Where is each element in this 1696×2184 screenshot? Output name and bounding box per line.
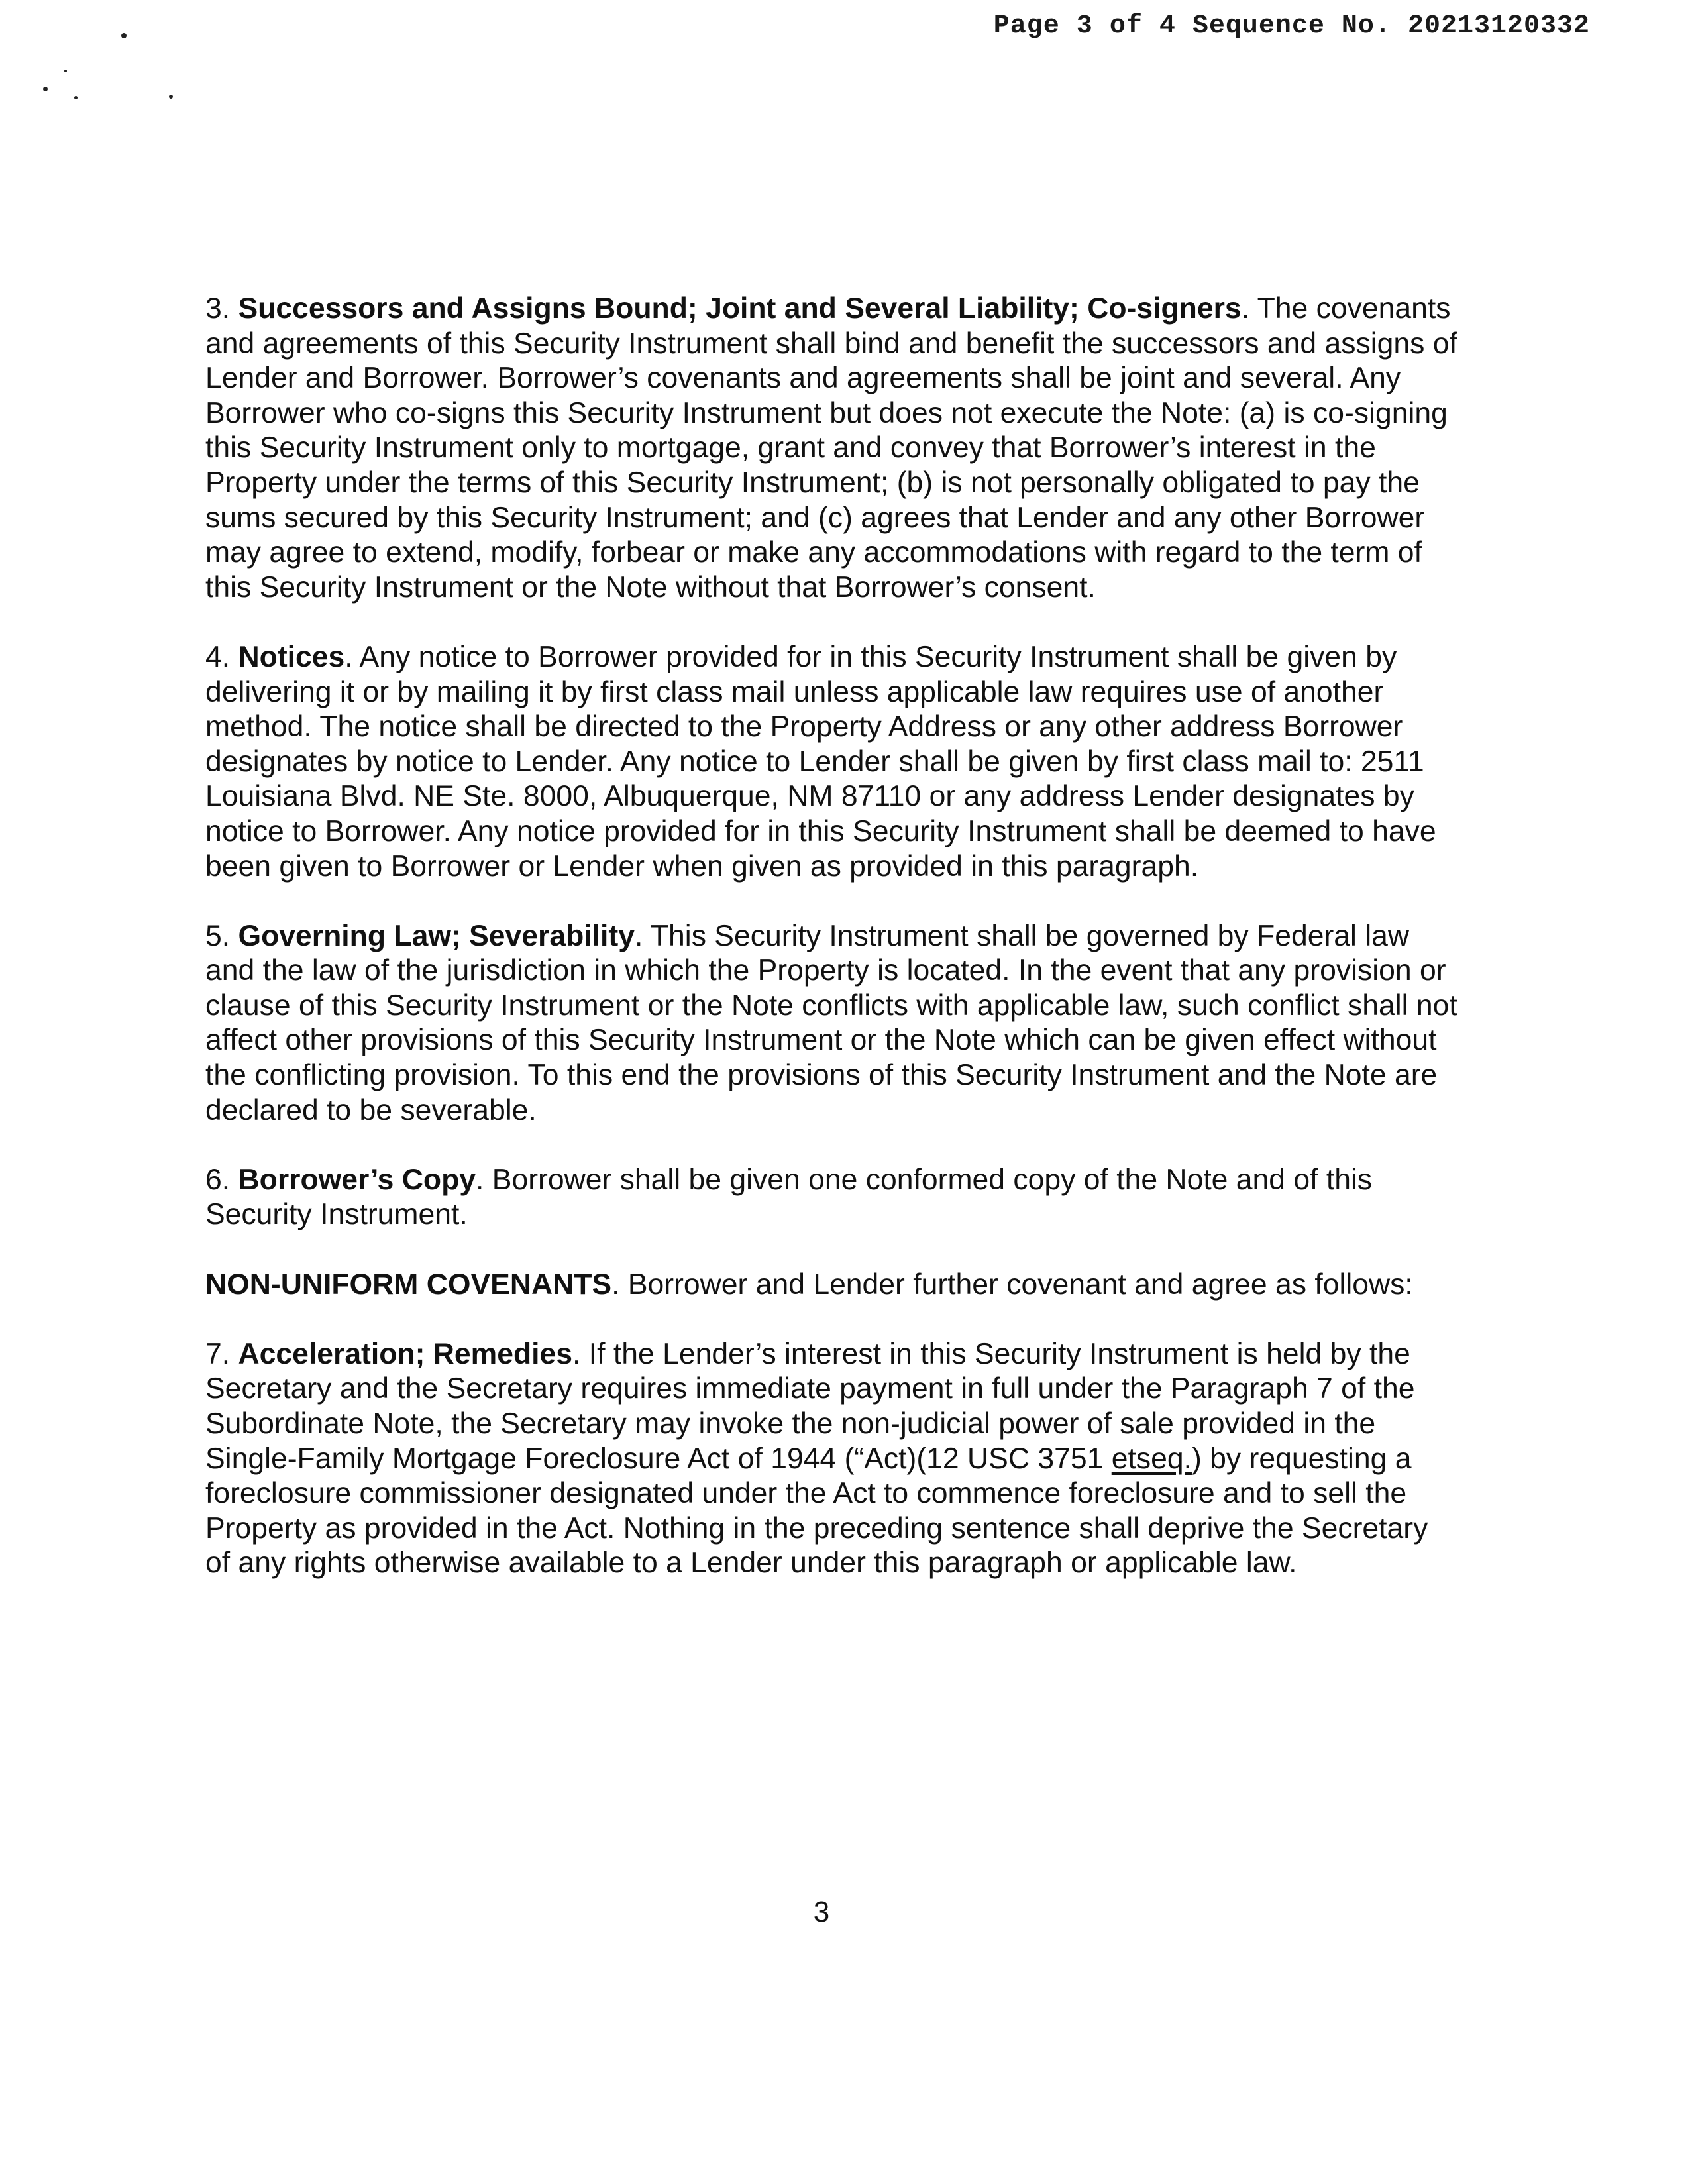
section-3	[205, 292, 1524, 605]
section-text-line: Secretary and the Secretary requires immediate payment in full under the Paragraph 7 of the	[205, 1372, 1415, 1405]
section-text-line: Property under the terms of this Security Instrument; (b) is not personally obligated to pay the	[205, 466, 1420, 499]
section-text-line: Lender and Borrower. Borrower’s covenants and agreements shall be joint and several. Any	[205, 362, 1401, 395]
sequence-label: Sequence No.	[1192, 11, 1391, 41]
section-text-line: been given to Borrower or Lender when given as provided in this paragraph.	[205, 849, 1199, 883]
scan-speck	[169, 95, 173, 99]
section-7	[205, 1337, 1524, 1581]
section-text-line: and agreements of this Security Instrument shall bind and benefit the successors and assigns of	[205, 327, 1458, 360]
section-title: Successors and Assigns Bound; Joint and Several Liability; Co-signers	[238, 292, 1242, 325]
section-text-line: notice to Borrower. Any notice provided for in this Security Instrument shall be deemed to have	[205, 814, 1436, 847]
section-text: Single-Family Mortgage Foreclosure Act of 1944 (“Act)(12 USC 3751	[205, 1442, 1112, 1475]
section-title: NON-UNIFORM COVENANTS	[205, 1268, 612, 1301]
section-text-line: affect other provisions of this Security Instrument or the Note which can be given effect without	[205, 1024, 1437, 1057]
section-number: 4.	[205, 640, 231, 673]
document-body	[205, 292, 1524, 1616]
section-number: 5.	[205, 919, 231, 952]
section-text-line: this Security Instrument only to mortgage, grant and convey that Borrower’s interest in the	[205, 431, 1376, 464]
section-text: . Borrower shall be given one conformed copy of the Note and of this	[476, 1163, 1373, 1196]
page-current: 3	[1076, 11, 1093, 41]
section-4	[205, 640, 1524, 884]
section-text-line: delivering it or by mailing it by first class mail unless applicable law requires use of another	[205, 675, 1384, 708]
scan-speck	[121, 33, 127, 38]
page-number: 3	[813, 1896, 830, 1928]
sequence-number: 20213120332	[1407, 11, 1590, 41]
section-text-line: designates by notice to Lender. Any notice to Lender shall be given by first class mail to: 2511	[205, 745, 1424, 778]
section-text-line: Subordinate Note, the Secretary may invoke the non-judicial power of sale provided in the	[205, 1407, 1376, 1440]
section-text-line: of any rights otherwise available to a Lender under this paragraph or applicable law.	[205, 1547, 1297, 1580]
section-text-line: Louisiana Blvd. NE Ste. 8000, Albuquerque, NM 87110 or any address Lender designates by	[205, 780, 1414, 813]
scan-speck	[43, 87, 48, 91]
section-text: . If the Lender’s interest in this Security Instrument is held by the	[572, 1337, 1410, 1370]
section-text-line: foreclosure commissioner designated under the Act to commence foreclosure and to sell the	[205, 1477, 1407, 1510]
non-uniform-covenants	[205, 1268, 1524, 1303]
section-text: ) by requesting a	[1191, 1442, 1412, 1475]
section-text-line: and the law of the jurisdiction in which the Property is located. In the event that any provision or	[205, 954, 1446, 987]
section-6	[205, 1163, 1524, 1232]
section-text-line: clause of this Security Instrument or the Note conflicts with applicable law, such conflict shall not	[205, 989, 1458, 1022]
section-text-line: Property as provided in the Act. Nothing in the preceding sentence shall deprive the Secretary	[205, 1511, 1428, 1545]
section-text-line: may agree to extend, modify, forbear or make any accommodations with regard to the term of	[205, 536, 1422, 569]
page-label: Page	[993, 11, 1060, 41]
section-number: 3.	[205, 292, 231, 325]
page-of-label: of	[1109, 11, 1143, 41]
page-total: 4	[1159, 11, 1176, 41]
section-text-line: the conflicting provision. To this end the provisions of this Security Instrument and the Note are	[205, 1059, 1438, 1092]
section-number: 7.	[205, 1337, 231, 1370]
section-title: Notices	[238, 640, 345, 673]
scan-speck	[74, 96, 78, 99]
section-text: . The covenants	[1241, 292, 1451, 325]
section-text-line: declared to be severable.	[205, 1093, 537, 1126]
section-text-line: Borrower who co-signs this Security Instrument but does not execute the Note: (a) is co-signing	[205, 396, 1448, 429]
section-title: Borrower’s Copy	[238, 1163, 476, 1196]
section-title: Acceleration; Remedies	[238, 1337, 573, 1370]
scan-speck	[64, 70, 67, 72]
section-text-line: sums secured by this Security Instrument; and (c) agrees that Lender and any other Borrower	[205, 501, 1425, 534]
page-header	[861, 9, 1590, 44]
section-text-line: method. The notice shall be directed to the Property Address or any other address Borrower	[205, 710, 1403, 743]
section-5	[205, 919, 1524, 1128]
section-number: 6.	[205, 1163, 231, 1196]
section-title: Governing Law; Severability	[238, 919, 635, 952]
section-text-line: this Security Instrument or the Note without that Borrower’s consent.	[205, 571, 1096, 604]
section-text: . Borrower and Lender further covenant and agree as follows:	[611, 1268, 1413, 1301]
section-text-line: Security Instrument.	[205, 1198, 468, 1231]
section-text: . This Security Instrument shall be governed by Federal law	[634, 919, 1410, 952]
underlined-citation: etseq.	[1111, 1442, 1192, 1475]
section-text: . Any notice to Borrower provided for in this Security Instrument shall be given by	[344, 640, 1397, 673]
